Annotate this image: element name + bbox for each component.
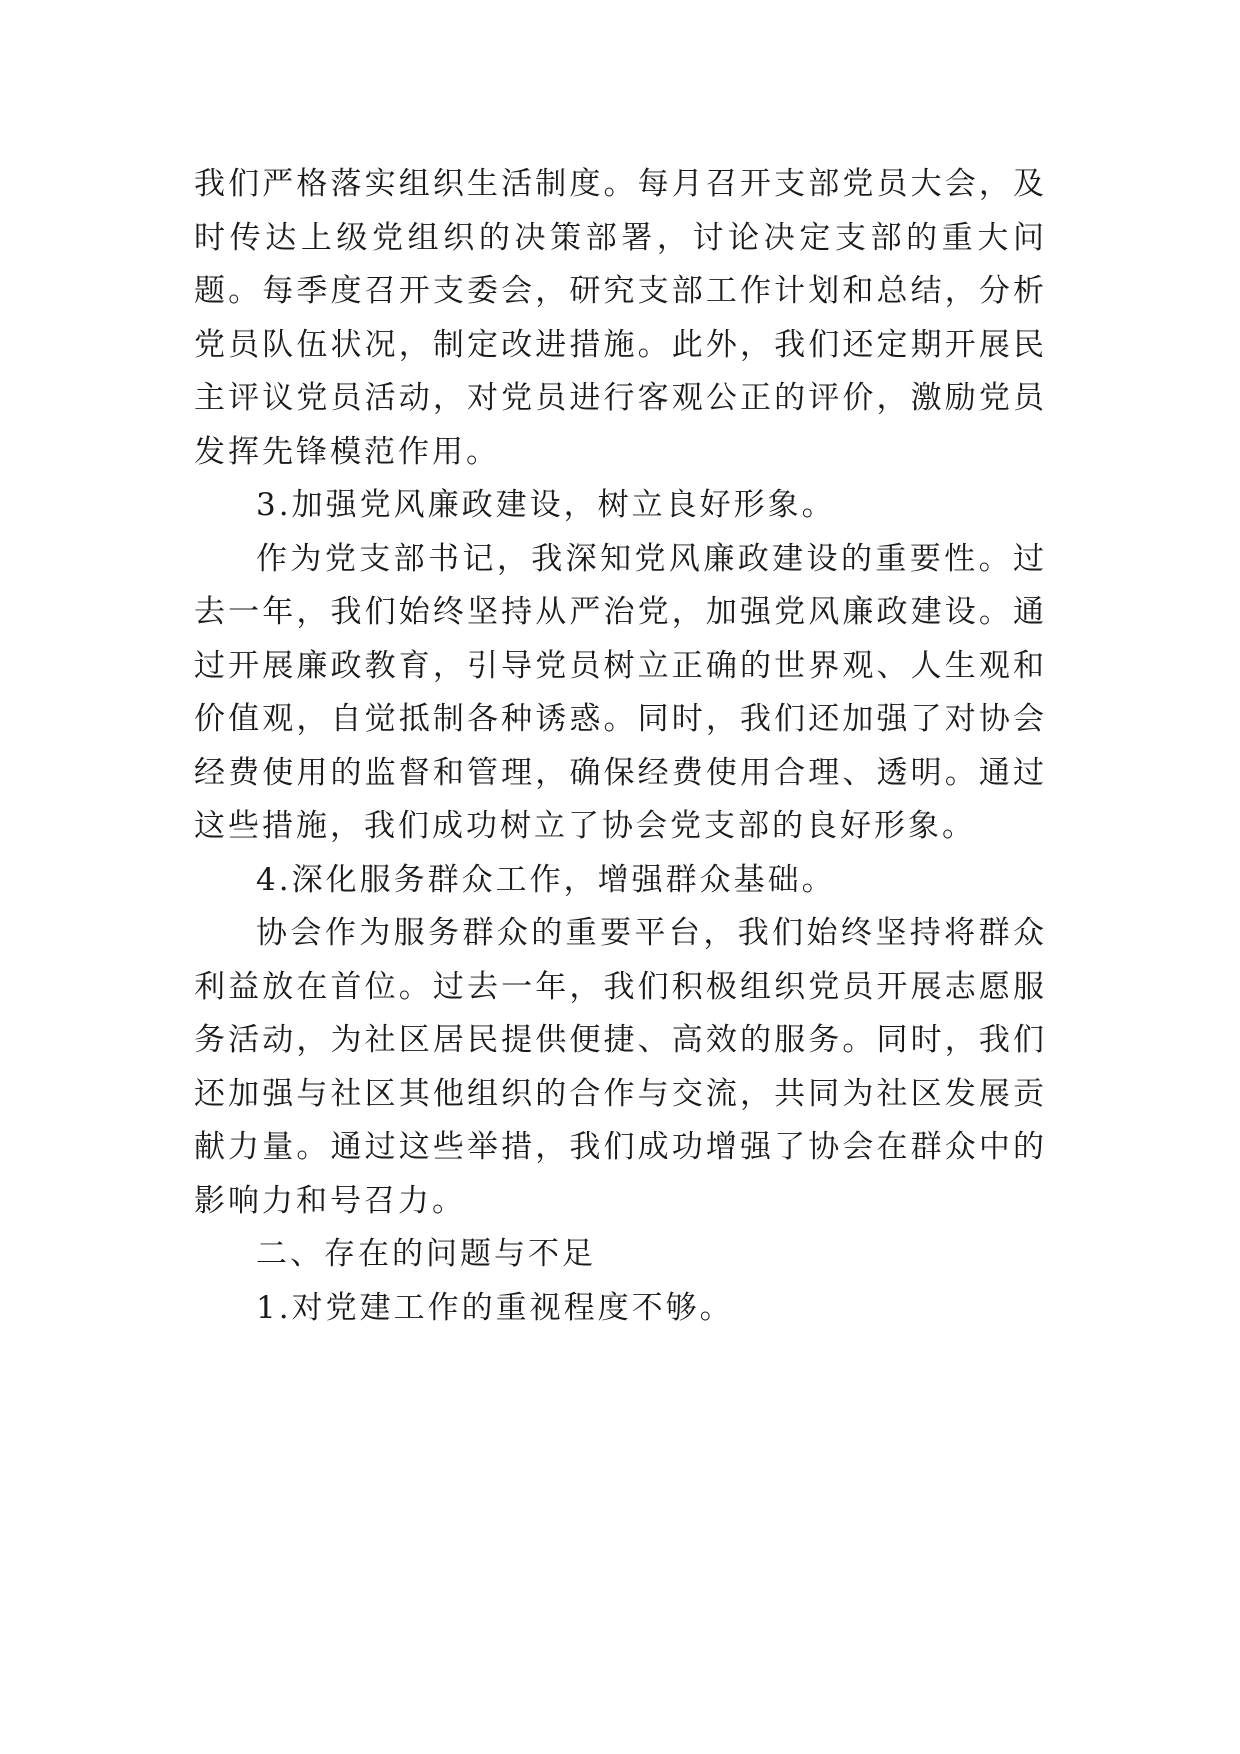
document-body bbox=[194, 158, 1047, 1335]
body-paragraph: 协会作为服务群众的重要平台，我们始终坚持将群众利益放在首位。过去一年，我们积极组织党员开展志愿服务活动，为社区居民提供便捷、高效的服务。同时，我们还加强与社区其他组织的合作与交流，共同为社区发展贡献力量。通过这些举措，我们成功增强了协会在群众中的影响力和号召力。 bbox=[194, 915, 1047, 1219]
body-paragraph: 作为党支部书记，我深知党风廉政建设的重要性。过去一年，我们始终坚持从严治党，加强党风廉政建设。通过开展廉政教育，引导党员树立正确的世界观、人生观和价值观，自觉抵制各种诱惑。同时，我们还加强了对协会经费使用的监督和管理，确保经费使用合理、透明。通过这些措施，我们成功树立了协会党支部的良好形象。 bbox=[194, 540, 1047, 844]
body-paragraph: 我们严格落实组织生活制度。每月召开支部党员大会，及时传达上级党组织的决策部署，讨论决定支部的重大问题。每季度召开支委会，研究支部工作计划和总结，分析党员队伍状况，制定改进措施。此外，我们还定期开展民主评议党员活动，对党员进行客观公正的评价，激励党员发挥先锋模范作用。 bbox=[194, 166, 1047, 470]
section-heading-3: 3.加强党风廉政建设，树立良好形象。 bbox=[256, 487, 836, 523]
chapter-heading: 二、存在的问题与不足 bbox=[256, 1236, 596, 1272]
section-heading-4: 4.深化服务群众工作，增强群众基础。 bbox=[256, 861, 836, 898]
section-heading-1: 1.对党建工作的重视程度不够。 bbox=[256, 1289, 734, 1326]
